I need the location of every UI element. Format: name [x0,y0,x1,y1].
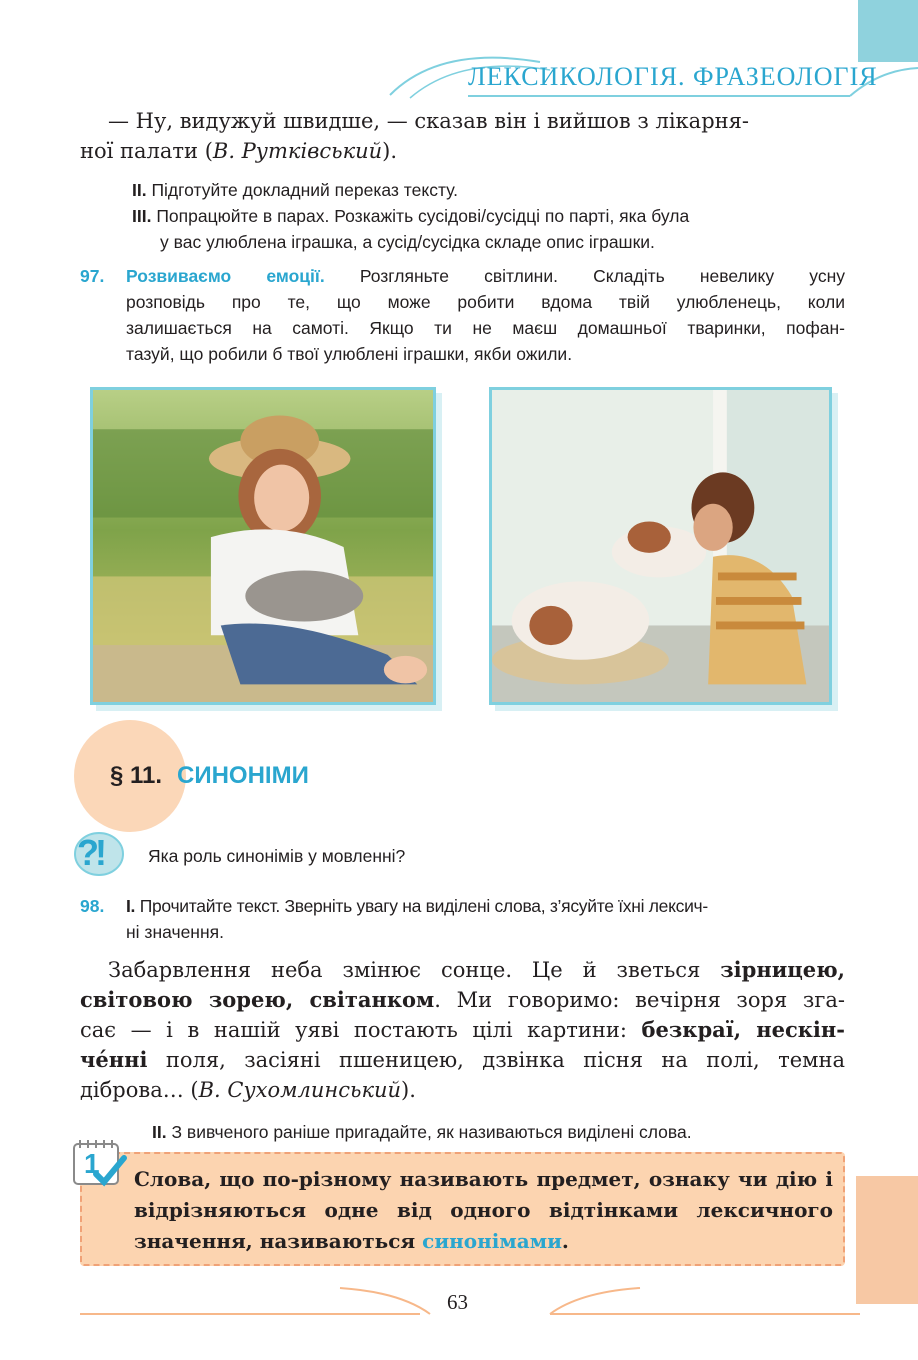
task-list-96 [132,177,852,255]
page-number: 63 [447,1290,468,1314]
task-number: III. [132,206,152,226]
question-icon-text: ?! [77,832,103,873]
task-item [132,177,852,203]
task-item [132,203,852,229]
task-number: II. [132,180,147,200]
exercise-text: Прочитайте текст. Зверніть увагу на виділені слова, з’ясуйте їхні лексич- [139,896,708,916]
corner-decoration-bottom [856,1176,918,1304]
text-line [80,1015,845,1045]
rule-term: синонімами [422,1229,562,1253]
exercise-text: Розгляньте світлини. Складіть невелику усну [359,266,845,286]
text-plain: ). [401,1078,416,1102]
rule-notebook-icon [70,1136,128,1188]
section-number: § 11. [110,762,163,789]
footer-ornament [80,1282,860,1318]
exercise-98 [80,893,845,945]
task-number: I. [126,896,136,916]
highlighted-word: зірницею, [720,957,845,982]
exercise-98-row [80,893,845,919]
task-text: З вивченого раніше пригадайте, як називаються виділені слова. [171,1122,692,1142]
exercise-97-row [80,263,845,289]
rule-icon-number: 1 [84,1148,100,1179]
task-text: Попрацюйте в парах. Розкажіть сусідові/сусідці по парті, яка була [156,206,690,226]
photo-girl-with-cat-image [93,390,433,702]
text-plain: Забарвлення неба змінює сонце. Це й зветься [108,958,721,982]
rule-text-end: . [561,1229,569,1253]
question-text: Яка роль синонімів у мовленні? [148,846,406,866]
exercise-number: 98. [80,896,105,916]
story-line-1: — Ну, видужуй швидше, — сказав він і вийшов з лікарня- [108,109,749,133]
task-text: Підготуйте докладний переказ тексту. [151,180,459,200]
task-number: II. [152,1122,167,1142]
question-icon [74,828,124,876]
text-line [80,1045,845,1075]
exercise-line [126,263,845,289]
highlighted-word: світовою зорею, світанком [80,987,435,1012]
photo-boy-with-dog-image [492,390,829,702]
highlighted-word: че́нні [80,1047,148,1072]
section-title: СИНОНІМИ [177,762,309,789]
text-plain: сає — і в нашій уяві постають цілі картини: [80,1018,642,1042]
rule-text: Слова, що по-різному називають предмет, ознаку чи дію і відрізняються одне від одного відтінками лексичного значення, називаються [134,1167,833,1253]
story-ending [80,106,845,166]
text-plain: . Ми говоримо: вечірня зоря зга- [434,988,845,1012]
task-item [132,229,852,255]
story-line-2 [80,136,845,166]
photo-girl-with-cat [90,387,436,705]
exercise-number: 97. [80,266,105,286]
rule-box [80,1152,845,1266]
story-text: ної палати ( [80,139,213,163]
exercise-97 [80,263,845,367]
text-plain: діброва… ( [80,1078,199,1102]
exercise-98-text [80,955,845,1105]
text-author: В. Сухомлинський [198,1078,402,1102]
exercise-line: ні значення. [126,922,224,942]
text-line [80,985,845,1015]
photo-boy-with-dog [489,387,832,705]
exercise-line: залишається на самоті. Якщо ти не маєш домашньої тваринки, пофан- [126,318,845,338]
story-text-end: ). [382,139,398,163]
exercise-line: тазуй, що робили б твої улюблені іграшки, якби ожили. [126,344,573,364]
text-line [80,1075,845,1105]
running-header: ЛЕКСИКОЛОГІЯ. ФРАЗЕОЛОГІЯ [468,62,878,91]
text-line [80,955,845,985]
story-author: В. Рутківський [212,139,383,163]
exercise-line: розповідь про те, що може робити вдома твій улюбленець, коли [126,292,845,312]
exercise-line [126,893,845,919]
task-98-2 [152,1119,692,1145]
text-plain: поля, засіяні пшеницею, дзвінка пісня на полі, темна [147,1048,845,1072]
task-text: у вас улюблена іграшка, а сусід/сусідка складе опис іграшки. [160,232,655,252]
highlighted-word: безкраї, нескін- [641,1017,845,1042]
exercise-title: Розвиваємо емоції. [126,266,325,286]
